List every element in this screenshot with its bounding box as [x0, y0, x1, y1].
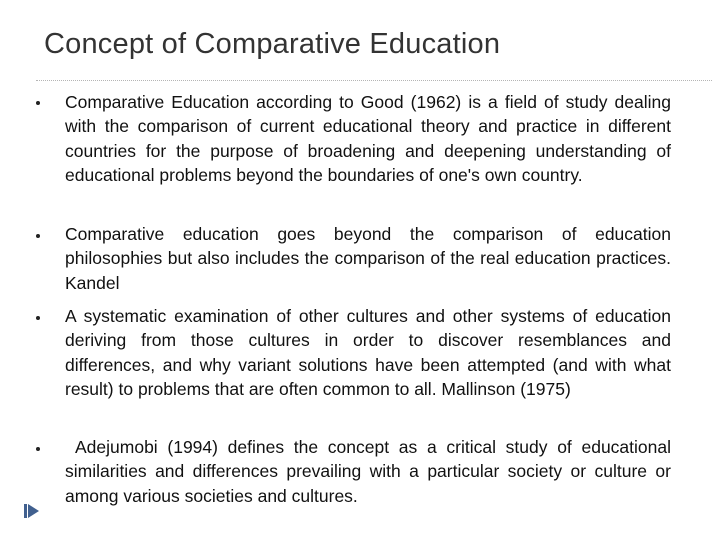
bullet-dot-icon	[36, 101, 40, 105]
bullet-text: Adejumobi (1994) defines the concept as a critical study of educational similarities and differences prevailing with a particular society or culture or among various societies and cultures.	[65, 437, 671, 506]
bullet-dot-icon	[36, 447, 40, 451]
bullet-text: A systematic examination of other cultures and other systems of education deriving from those cultures in order to discover resemblances and differences, and why variant solutions have been attempted (and with what result) to problems that are often common to all. Mallinson (1975)	[65, 306, 671, 399]
bullet-text: Comparative education goes beyond the comparison of education philosophies but also includes the comparison of the real education practices. Kandel	[65, 224, 671, 293]
bullet-dot-icon	[36, 234, 40, 238]
next-slide-arrow-stem[interactable]	[24, 504, 27, 518]
slide-title: Concept of Comparative Education	[44, 28, 501, 60]
bullet-dot-icon	[36, 316, 40, 320]
bullet-text: Comparative Education according to Good (1962) is a field of study dealing with the comparison of current educational theory and practice in different countries for the purpose of broadening and deepening understanding of educational problems beyond the boundaries of one's own country.	[65, 92, 671, 185]
next-slide-arrow-icon[interactable]	[28, 504, 39, 518]
